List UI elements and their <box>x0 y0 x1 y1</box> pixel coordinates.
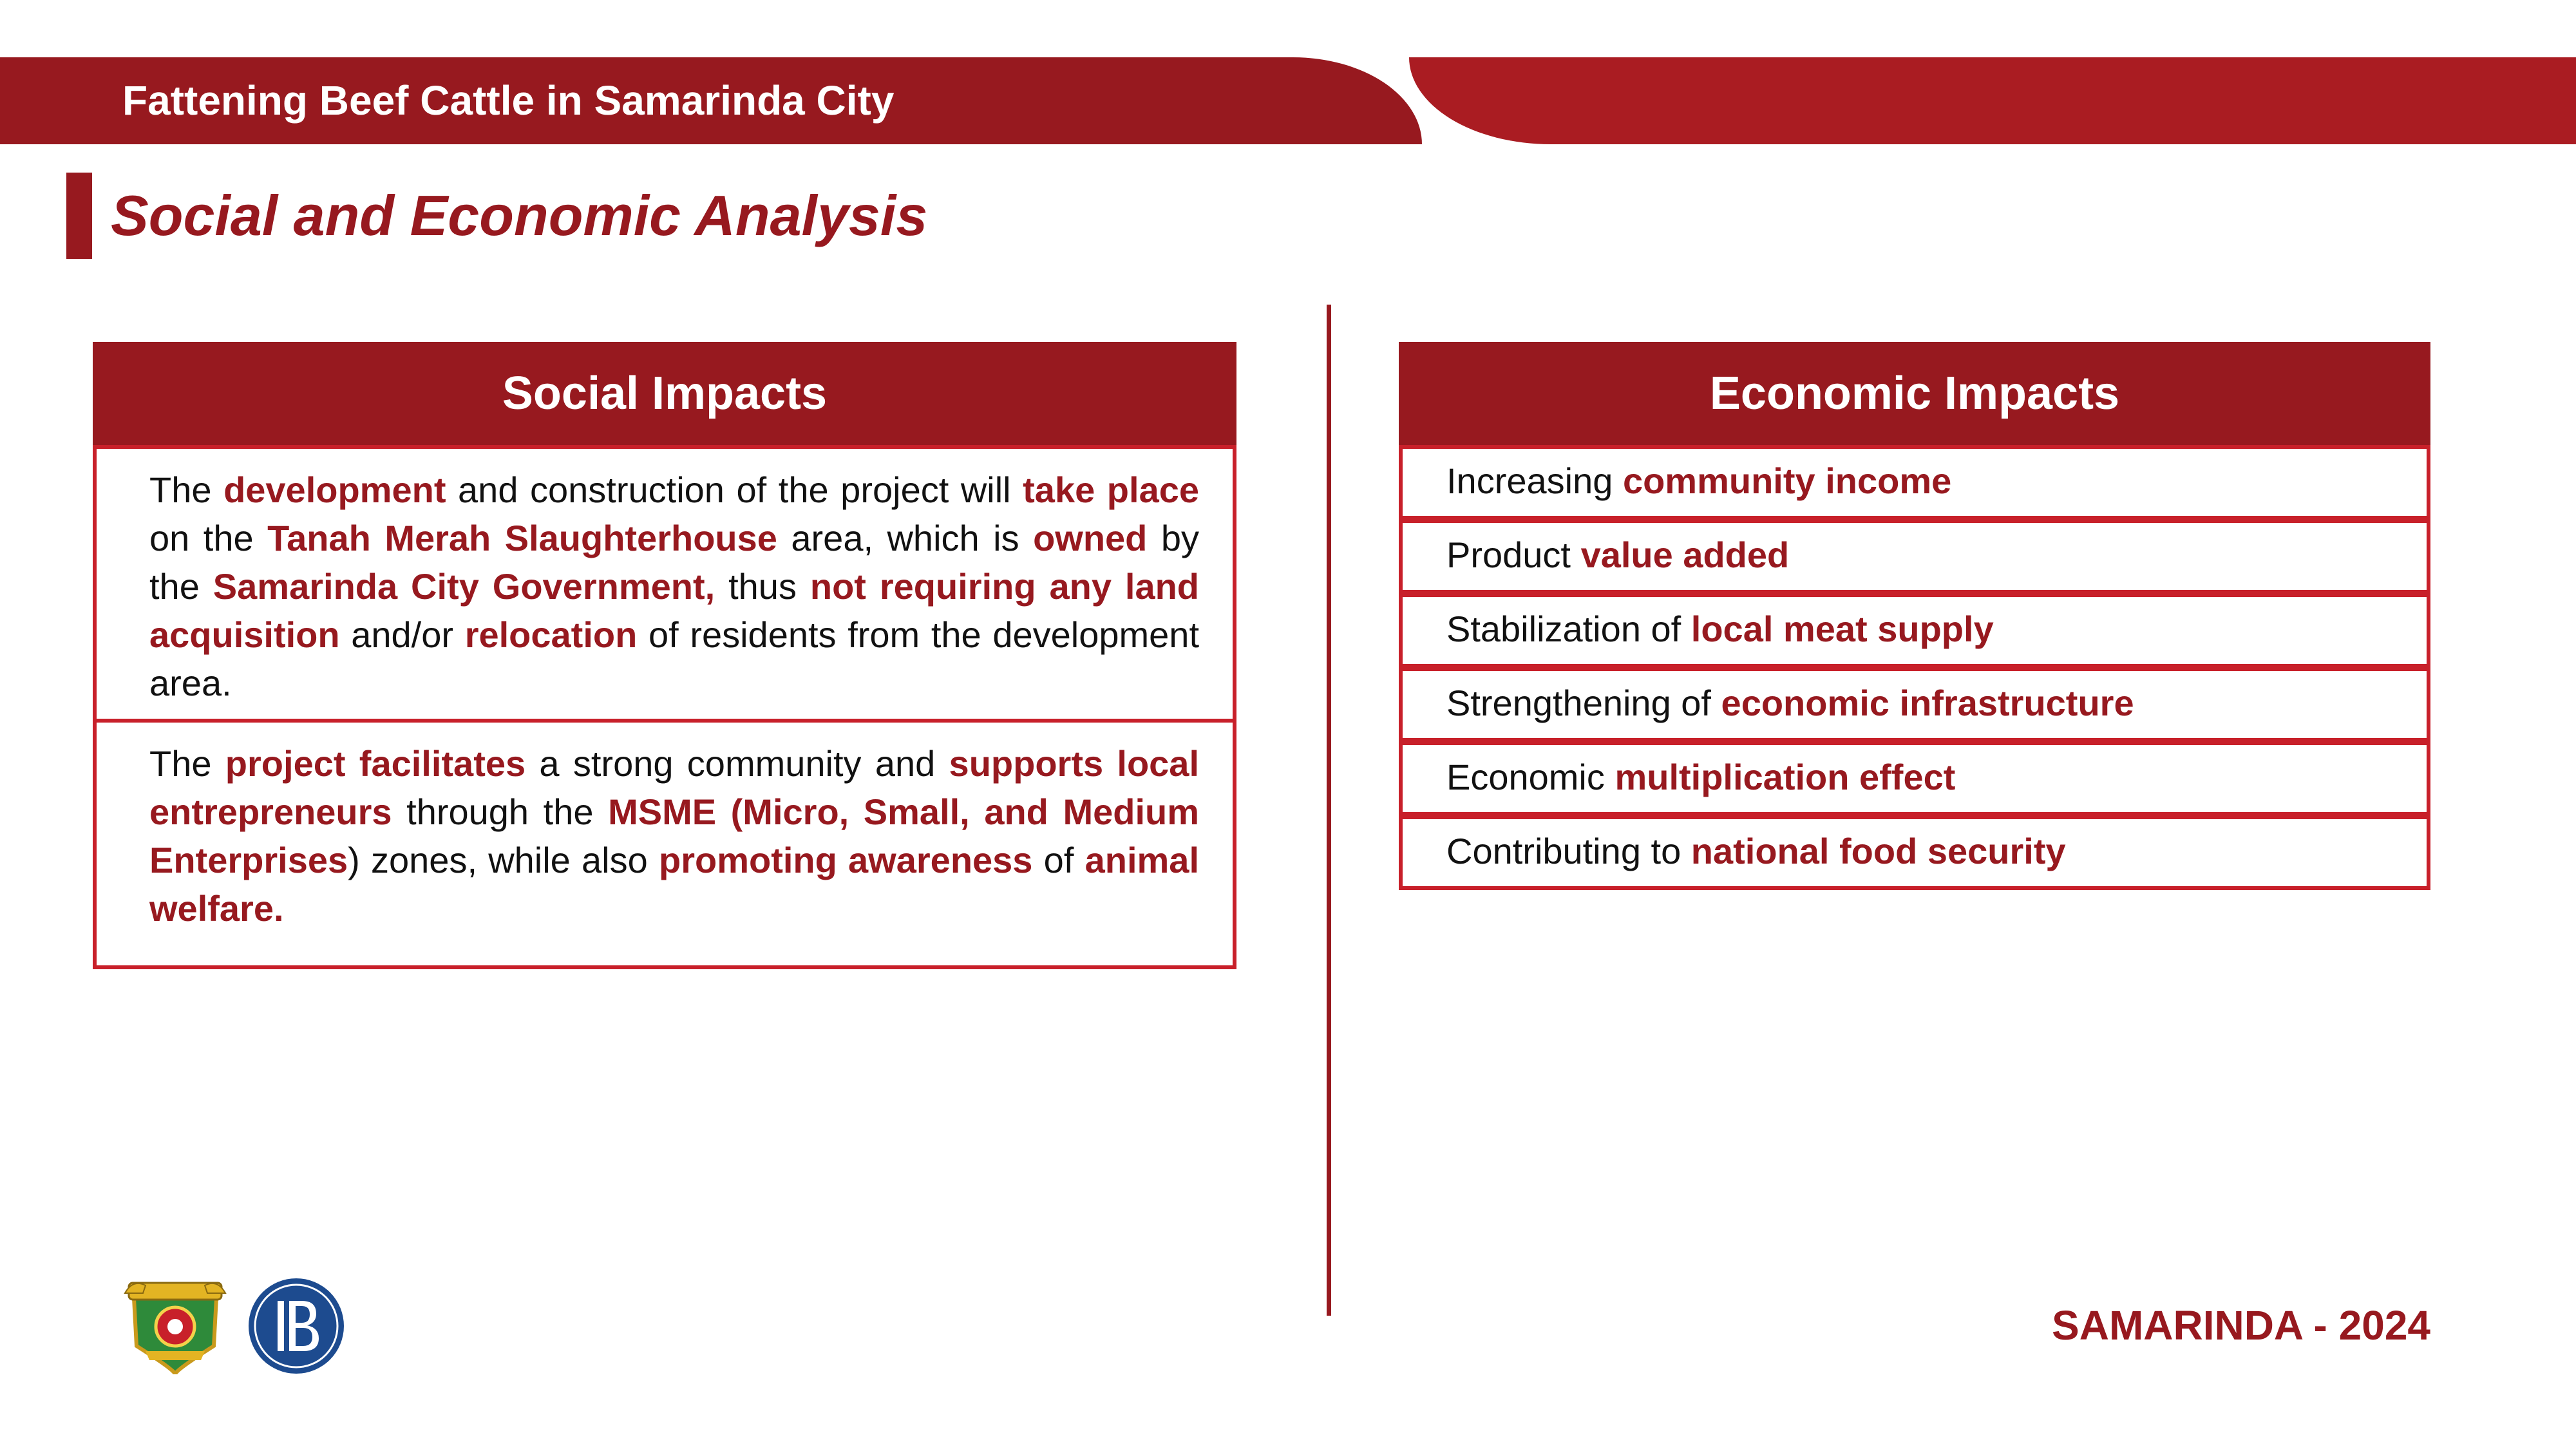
item-prefix: Economic <box>1446 757 1615 797</box>
item-prefix: Product <box>1446 535 1581 575</box>
body-text: and/or <box>339 614 465 655</box>
highlight-text: project facilitates <box>225 743 526 784</box>
highlight-text: Samarinda City Government, <box>213 566 715 607</box>
header-bar-accent <box>1409 57 2576 144</box>
highlight-text: promoting awareness <box>658 840 1033 880</box>
social-impact-item <box>93 445 1236 723</box>
item-highlight: value added <box>1580 535 1790 575</box>
item-prefix: Strengthening of <box>1446 683 1721 723</box>
body-text: The <box>149 469 224 510</box>
item-prefix: Increasing <box>1446 460 1623 501</box>
header-title: Fattening Beef Cattle in Samarinda City <box>122 77 895 124</box>
body-text: thus <box>715 566 810 607</box>
highlight-text: Tanah Merah Slaughterhouse <box>267 518 777 558</box>
economic-impact-item <box>1399 519 2430 594</box>
social-impact-item <box>93 719 1236 969</box>
highlight-text: take place <box>1023 469 1199 510</box>
economic-impact-item <box>1399 445 2430 520</box>
economic-impact-item <box>1399 741 2430 816</box>
bank-indonesia-logo <box>247 1276 346 1376</box>
body-text: by the <box>149 518 1200 607</box>
economic-impact-item <box>1399 815 2430 890</box>
page-title: Social and Economic Analysis <box>111 184 928 247</box>
body-text: and construction of the project will <box>446 469 1023 510</box>
item-prefix: Stabilization of <box>1446 609 1691 649</box>
body-text: on the <box>149 518 268 558</box>
item-highlight: economic infrastructure <box>1721 683 2134 723</box>
body-text: The <box>149 743 225 784</box>
economic-impacts-heading: Economic Impacts <box>1399 342 2430 445</box>
title-accent-bar <box>66 173 92 259</box>
social-impacts-heading: Social Impacts <box>93 342 1236 445</box>
highlight-text: supports local entrepreneurs <box>149 743 1200 832</box>
highlight-text: MSME (Micro, Small, and Medium Enterprises <box>149 791 1200 880</box>
footer-label: SAMARINDA - 2024 <box>2052 1302 2430 1349</box>
item-highlight: community income <box>1622 460 1952 501</box>
economic-impact-item <box>1399 593 2430 668</box>
body-text: of <box>1032 840 1085 880</box>
highlight-text: owned <box>1033 518 1148 558</box>
highlight-text: animal welfare. <box>149 840 1199 929</box>
item-highlight: multiplication effect <box>1615 757 1956 797</box>
column-divider <box>1327 305 1331 1316</box>
body-text: area, which is <box>777 518 1034 558</box>
body-text: ) zones, while also <box>348 840 659 880</box>
body-text: a strong community and <box>526 743 949 784</box>
body-text: of residents from the development area. <box>149 614 1200 703</box>
highlight-text: relocation <box>464 614 638 655</box>
highlight-text: development <box>223 469 446 510</box>
body-text: through the <box>392 791 609 832</box>
item-highlight: local meat supply <box>1690 609 1994 649</box>
item-highlight: national food security <box>1690 831 2066 871</box>
highlight-text: not requiring any land acquisition <box>149 566 1199 655</box>
samarinda-city-emblem <box>120 1274 231 1377</box>
economic-impact-item <box>1399 667 2430 742</box>
item-prefix: Contributing to <box>1446 831 1691 871</box>
